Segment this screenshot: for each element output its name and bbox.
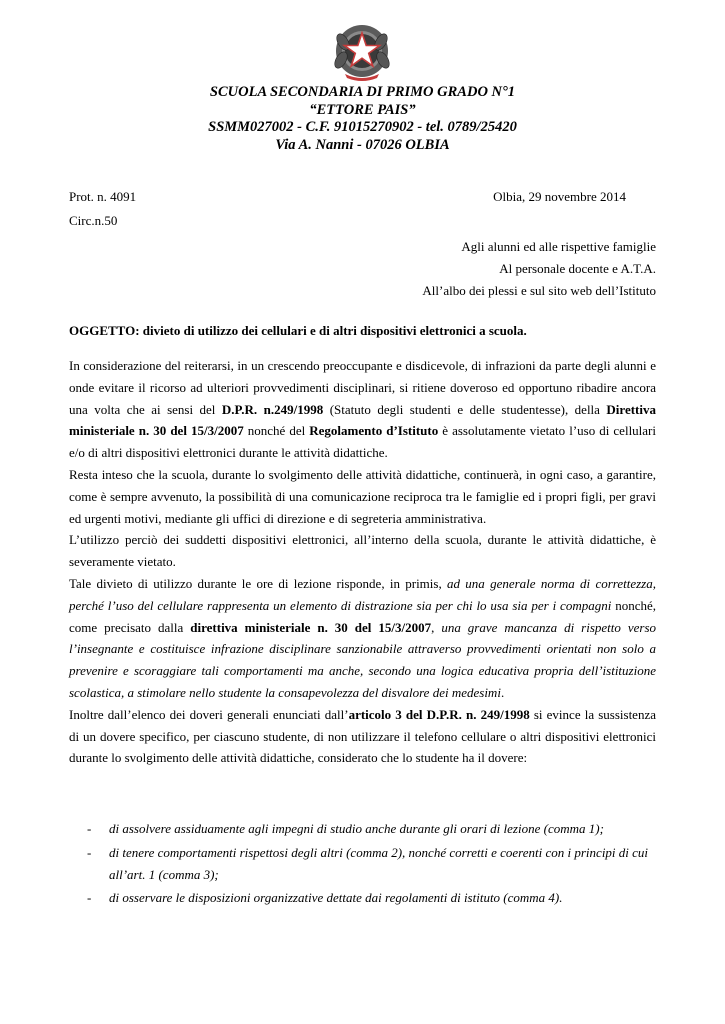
subject-line: OGGETTO: divieto di utilizzo dei cellulari e di altri dispositivi elettronici a scuola. bbox=[69, 323, 527, 338]
list-item-text: di tenere comportamenti rispettosi degli altri (comma 2), nonché corretti e coerenti con i principi di cui all’art. 1 (comma 3); bbox=[109, 844, 649, 882]
bullet: - bbox=[87, 890, 92, 906]
protocol-number: Prot. n. 4091 bbox=[69, 189, 137, 204]
text: , bbox=[431, 619, 442, 635]
paragraph bbox=[69, 573, 656, 704]
paragraph: Resta inteso che la scuola, durante lo svolgimento delle attività didattiche, continuerà, in ogni caso, a garantire, come è sempre avvenuto, la possibilità di una comunicazione reciproca tra le famiglie ed i propri figli, per gravi ed urgenti motivi, mediante gli uffici di direzione e di segreteria amministrativa. bbox=[69, 466, 656, 526]
text: è assolutamente vietato l’uso di cellulari e/o di altri dispositivi elettronici durante le attività didattiche. bbox=[69, 423, 657, 461]
recipient-line: All’albo dei plessi e sul sito web dell’Istituto bbox=[422, 283, 656, 298]
republic-emblem-icon bbox=[331, 20, 393, 82]
list-item bbox=[69, 887, 656, 909]
directive-reference: direttiva ministeriale n. 30 del 15/3/2007 bbox=[190, 619, 432, 635]
bullet: - bbox=[87, 844, 92, 860]
paragraph bbox=[69, 355, 656, 464]
recipient-line: Al personale docente e A.T.A. bbox=[499, 261, 656, 276]
bullet: - bbox=[87, 821, 92, 836]
list-item bbox=[69, 818, 656, 840]
text: (Statuto degli studenti e delle studentesse), della bbox=[323, 401, 607, 417]
recipients bbox=[422, 236, 656, 302]
school-name: SCUOLA SECONDARIA DI PRIMO GRADO N°1 bbox=[209, 84, 516, 100]
italic-text: una grave mancanza di rispetto verso l’insegnante e costituisce infrazione disciplinare sanzionabile attraverso provvedimenti orientati non solo a prevenire e scoraggiare tali comportamenti ma anche, secondo una logica educativa propria dell’istituzione scolastica, a stimolare nello studente la consapevolezza del disvalore dei medesimi bbox=[69, 619, 657, 700]
school-title: “ETTORE PAIS” bbox=[309, 101, 416, 118]
text: nonché, come precisato dalla bbox=[69, 597, 657, 635]
text: nonché del bbox=[243, 423, 310, 439]
list-item bbox=[69, 842, 656, 886]
document-date: Olbia, 29 novembre 2014 bbox=[493, 189, 626, 204]
list-item-text: di osservare le disposizioni organizzative dettate dai regolamenti di istituto (comma 4). bbox=[109, 890, 563, 906]
paragraph bbox=[69, 704, 656, 769]
regulation-reference: Regolamento d’Istituto bbox=[309, 423, 439, 439]
text: Tale divieto di utilizzo durante le ore di lezione risponde, in primis, bbox=[69, 575, 447, 591]
italic-text: ad una generale norma di correttezza, perché l’uso del cellulare rappresenta un elemento di distrazione sia per chi lo usa sia per i compagni bbox=[69, 575, 656, 613]
list-item-text: di assolvere assiduamente agli impegni di studio anche durante gli orari di lezione (comma 1); bbox=[109, 821, 604, 836]
text: In considerazione del reiterarsi, in un crescendo preoccupante e disdicevole, di infrazioni da parte degli alunni e onde evitare il ricorso ad ulteriori provvedimenti disciplinari, si ritiene doveroso ed opportuno ribadire ancora una volta che ai sensi del bbox=[69, 358, 656, 417]
school-codes: SSMM027002 - C.F. 91015270902 - tel. 0789/25420 bbox=[208, 119, 517, 135]
school-header bbox=[0, 84, 725, 154]
directive-reference: Direttiva ministeriale n. 30 del 15/3/2007 bbox=[69, 401, 656, 439]
text: Inoltre dall’elenco dei doveri generali enunciati dall’ bbox=[69, 706, 349, 722]
letter-body bbox=[69, 355, 656, 769]
text: . bbox=[500, 684, 505, 700]
article-reference: articolo 3 del D.P.R. n. 249/1998 bbox=[348, 706, 530, 722]
law-reference: D.P.R. n.249/1998 bbox=[221, 401, 324, 417]
duties-list bbox=[69, 818, 656, 911]
paragraph: L’utilizzo perciò dei suddetti dispositivi elettronici, all’interno della scuola, durante le attività didattiche, è severamente vietato. bbox=[69, 532, 656, 570]
circular-number: Circ.n.50 bbox=[69, 213, 118, 228]
school-address: Via A. Nanni - 07026 OLBIA bbox=[275, 136, 450, 153]
text: si evince la sussistenza di un dovere specifico, per ciascuno studente, di non utilizzare il telefono cellulare o altri dispositivi elettronici durante lo svolgimento delle attività didattiche, considerato che lo studente ha il dovere: bbox=[69, 706, 656, 766]
recipient-line: Agli alunni ed alle rispettive famiglie bbox=[461, 239, 656, 254]
